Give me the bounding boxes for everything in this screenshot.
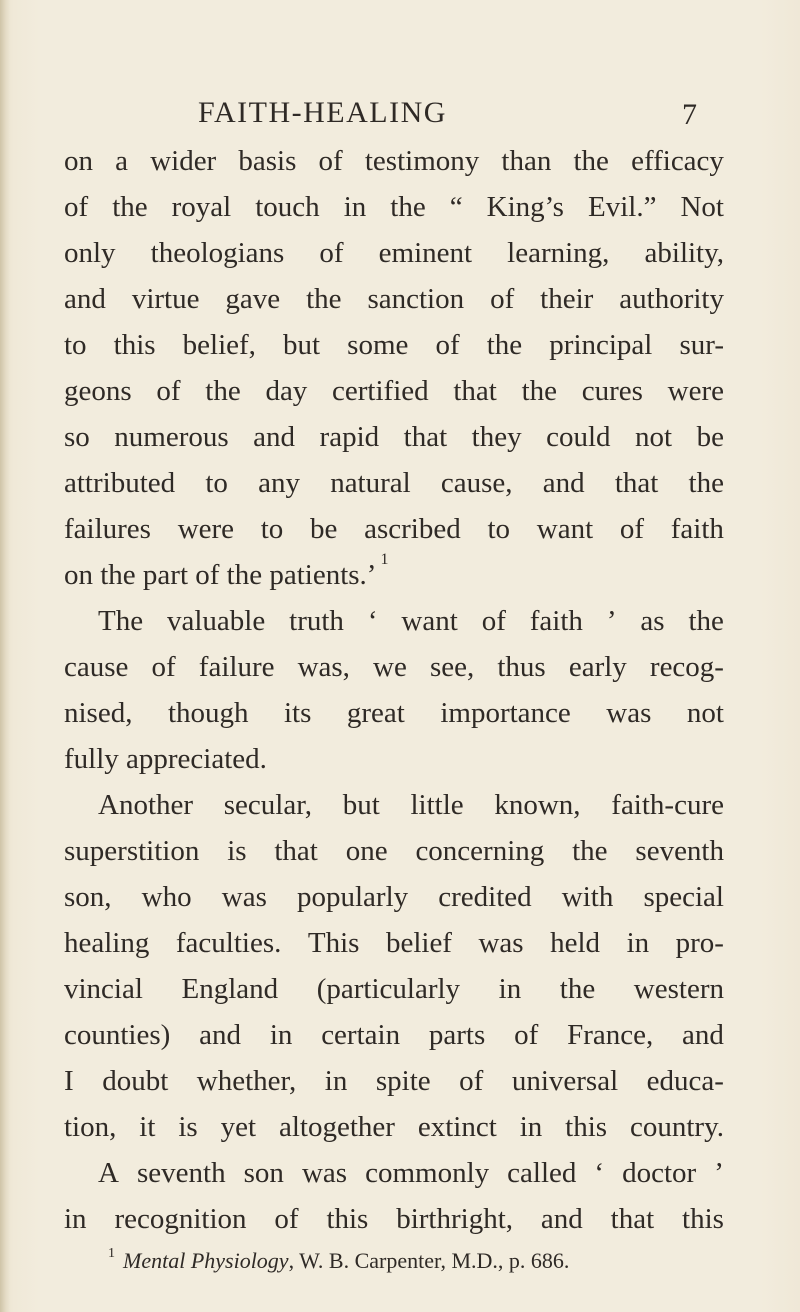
word: faculties.	[175, 927, 282, 959]
footnote-book-title: Mental Physiology	[123, 1248, 289, 1273]
word: of	[274, 1203, 299, 1235]
word: the	[688, 605, 724, 637]
word: of	[151, 651, 176, 683]
word: the	[559, 973, 596, 1005]
word: of	[64, 191, 89, 223]
word: truth	[289, 605, 344, 637]
text-line	[64, 1012, 724, 1058]
word: that	[610, 1203, 655, 1235]
word: France,	[567, 1019, 654, 1051]
word: and	[542, 467, 585, 499]
word: of	[318, 145, 343, 177]
text-line	[64, 1058, 724, 1104]
word: educa-	[646, 1065, 724, 1097]
text-line	[64, 782, 724, 828]
word: basis	[238, 145, 297, 177]
word: counties)	[64, 1019, 171, 1051]
word: recognition	[114, 1203, 247, 1235]
word: Not	[680, 191, 724, 223]
word: the	[688, 467, 724, 499]
word: is	[227, 835, 247, 867]
word: ’	[714, 1157, 724, 1189]
word: it	[139, 1111, 156, 1143]
word: popularly	[296, 881, 409, 913]
text-line	[64, 920, 724, 966]
word: though	[167, 697, 249, 729]
word: western	[633, 973, 724, 1005]
word: the	[205, 375, 241, 407]
word: and	[540, 1203, 583, 1235]
footnote-reference: 1	[380, 551, 389, 568]
word: that	[453, 375, 497, 407]
word: see,	[429, 651, 475, 683]
word: learning,	[507, 237, 610, 269]
word: with	[561, 881, 614, 913]
word: failures	[64, 513, 151, 545]
word: be	[696, 421, 724, 453]
word: could	[546, 421, 611, 453]
text-line	[64, 460, 724, 506]
word: was	[478, 927, 524, 959]
word: commonly	[365, 1157, 490, 1189]
word: one	[345, 835, 388, 867]
word: touch	[255, 191, 320, 223]
word: faith	[529, 605, 583, 637]
text-line	[64, 828, 724, 874]
text-line: fully appreciated.	[64, 743, 267, 775]
word: that	[403, 421, 448, 453]
word: is	[178, 1111, 198, 1143]
word: of	[459, 1065, 484, 1097]
word: of	[481, 605, 506, 637]
word: importance	[440, 697, 571, 729]
word: spite	[375, 1065, 431, 1097]
text-line	[64, 690, 724, 736]
word: held	[550, 927, 601, 959]
word: this	[326, 1203, 369, 1235]
word: of	[435, 329, 460, 361]
word: in	[626, 927, 650, 959]
word: gave	[225, 283, 281, 315]
text-line: on the part of the patients.’ 1	[64, 552, 724, 598]
word: I	[64, 1065, 74, 1097]
word: extinct	[417, 1111, 497, 1143]
word: ascribed	[364, 513, 461, 545]
word: on	[64, 145, 93, 177]
word: (particularly	[316, 973, 461, 1005]
word: cause	[64, 651, 129, 683]
word: healing	[64, 927, 150, 959]
word: want	[401, 605, 458, 637]
word: in	[269, 1019, 293, 1051]
word: doubt	[102, 1065, 169, 1097]
word: superstition	[64, 835, 200, 867]
word: and	[64, 283, 106, 315]
word: England	[181, 973, 279, 1005]
text-line	[64, 1104, 724, 1150]
text-line	[64, 414, 724, 460]
word: ‘	[367, 605, 378, 637]
word: sanction	[367, 283, 465, 315]
word: wider	[150, 145, 217, 177]
word: be	[310, 513, 338, 545]
word: the	[573, 145, 609, 177]
word: efficacy	[631, 145, 724, 177]
word: were	[177, 513, 235, 545]
page-gutter-shadow	[0, 0, 10, 1312]
word: any	[258, 467, 300, 499]
word: whether,	[196, 1065, 297, 1097]
page-number: 7	[682, 98, 697, 131]
word: country.	[630, 1111, 724, 1143]
text-line	[64, 184, 724, 230]
word: want	[536, 513, 594, 545]
word: ‘	[594, 1157, 605, 1189]
word: the	[521, 375, 558, 407]
word: this	[565, 1111, 608, 1143]
word: known,	[494, 789, 581, 821]
running-head: FAITH-HEALING	[198, 96, 447, 129]
word: secular,	[223, 789, 312, 821]
word: but	[283, 329, 321, 361]
word: faith	[670, 513, 724, 545]
word: day	[265, 375, 308, 407]
word: pro-	[675, 927, 724, 959]
word: that	[274, 835, 318, 867]
word: not	[686, 697, 724, 729]
word: in	[324, 1065, 348, 1097]
text-line	[64, 1150, 724, 1196]
word: ability,	[644, 237, 724, 269]
word: than	[501, 145, 552, 177]
word: seventh	[635, 835, 724, 867]
word: theologians	[150, 237, 285, 269]
word: royal	[171, 191, 232, 223]
footnote-marker: 1	[108, 1246, 115, 1261]
word: little	[410, 789, 464, 821]
word: tion,	[64, 1111, 117, 1143]
word: a	[115, 145, 129, 177]
word: of	[319, 237, 344, 269]
text-line	[64, 276, 724, 322]
word: they	[471, 421, 522, 453]
word: to	[205, 467, 228, 499]
text-line	[64, 874, 724, 920]
word: doctor	[622, 1157, 697, 1189]
word: faith-cure	[611, 789, 724, 821]
word: failure	[198, 651, 275, 683]
word: in	[519, 1111, 543, 1143]
word: to	[260, 513, 284, 545]
word: and	[682, 1019, 724, 1051]
word: “	[449, 191, 463, 223]
word: the	[486, 329, 523, 361]
word: sur-	[679, 329, 724, 361]
word: son,	[64, 881, 112, 913]
word: birthright,	[396, 1203, 514, 1235]
word: was	[221, 881, 267, 913]
word: called	[507, 1157, 577, 1189]
word: son	[243, 1157, 284, 1189]
word: not	[635, 421, 673, 453]
word: The	[98, 605, 144, 637]
word: eminent	[378, 237, 473, 269]
word: ’	[606, 605, 617, 637]
word: was,	[297, 651, 350, 683]
word: their	[540, 283, 594, 315]
word: and	[253, 421, 296, 453]
word: but	[342, 789, 380, 821]
word: early	[568, 651, 627, 683]
word: universal	[511, 1065, 619, 1097]
word: the	[390, 191, 426, 223]
word: some	[347, 329, 409, 361]
word: the	[112, 191, 148, 223]
word: and	[199, 1019, 241, 1051]
word: principal	[549, 329, 653, 361]
word: thus	[497, 651, 546, 683]
word: so	[64, 421, 90, 453]
word: belief,	[182, 329, 256, 361]
word: concerning	[415, 835, 545, 867]
text-line	[64, 322, 724, 368]
text-line	[64, 230, 724, 276]
word: belief	[385, 927, 452, 959]
word: King’s	[486, 191, 564, 223]
word: credited	[438, 881, 532, 913]
text-line	[64, 966, 724, 1012]
word: that	[614, 467, 659, 499]
word: of	[490, 283, 515, 315]
word: rapid	[319, 421, 380, 453]
word: who	[141, 881, 192, 913]
word: yet	[220, 1111, 257, 1143]
word: in	[498, 973, 522, 1005]
word: geons	[64, 375, 132, 407]
word: were	[667, 375, 724, 407]
word: nised,	[64, 697, 133, 729]
word: of	[619, 513, 645, 545]
word: attributed	[64, 467, 176, 499]
word: of	[156, 375, 181, 407]
text-line	[64, 138, 724, 184]
word: Evil.”	[587, 191, 657, 223]
word: cause,	[440, 467, 513, 499]
word: its	[284, 697, 312, 729]
text-line	[64, 644, 724, 690]
word: altogether	[278, 1111, 395, 1143]
word: was	[301, 1157, 348, 1189]
word: was	[606, 697, 652, 729]
word: of	[514, 1019, 539, 1051]
word: the	[572, 835, 608, 867]
word: in	[64, 1203, 87, 1235]
word: testimony	[364, 145, 480, 177]
word: cures	[581, 375, 643, 407]
footnote	[108, 1248, 569, 1274]
word: Another	[98, 789, 194, 821]
word: the	[306, 283, 342, 315]
word: to	[487, 513, 511, 545]
text-line	[64, 368, 724, 414]
word: only	[64, 237, 116, 269]
word: we	[373, 651, 407, 683]
word: A	[98, 1157, 119, 1189]
word: vincial	[64, 973, 143, 1005]
word: authority	[619, 283, 724, 315]
word: virtue	[131, 283, 200, 315]
word: natural	[330, 467, 411, 499]
word: this	[682, 1203, 724, 1235]
text-line	[64, 506, 724, 552]
text-line	[64, 1196, 724, 1242]
word: in	[343, 191, 367, 223]
word: seventh	[136, 1157, 226, 1189]
body-text	[64, 138, 724, 1242]
text-line	[64, 598, 724, 644]
footnote-citation: , W. B. Carpenter, M.D., p. 686.	[288, 1248, 570, 1273]
word: as	[640, 605, 665, 637]
word: recog-	[649, 651, 724, 683]
word: parts	[428, 1019, 486, 1051]
word: certain	[321, 1019, 401, 1051]
word: special	[643, 881, 724, 913]
word: this	[113, 329, 156, 361]
word: certified	[332, 375, 429, 407]
word: to	[64, 329, 87, 361]
word: valuable	[167, 605, 266, 637]
word: great	[346, 697, 405, 729]
word: numerous	[114, 421, 229, 453]
word: This	[307, 927, 360, 959]
